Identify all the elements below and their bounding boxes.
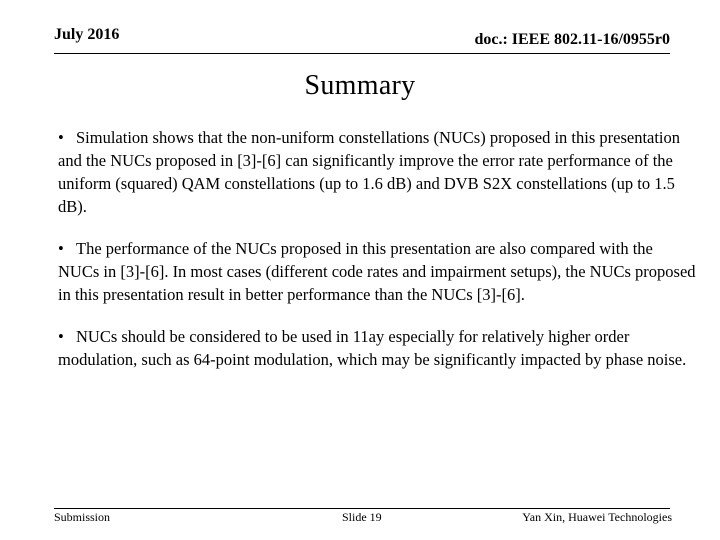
slide-title: Summary (304, 70, 416, 101)
header-date: July 2016 (54, 26, 120, 43)
footer-divider (54, 508, 670, 509)
bullet-item (58, 126, 698, 218)
bullet-text: The performance of the NUCs proposed in this presentation are also compared with the NUCs in [3]-[6]. In most cases (different code rates and impairment setups), the NUCs proposed in this presentation result in better performance than the NUCs [3]-[6]. (58, 239, 696, 304)
bullet-text: NUCs should be considered to be used in 11ay especially for relatively higher order modulation, such as 64-point modulation, which may be significantly impacted by phase noise. (58, 327, 687, 369)
header-divider (54, 53, 670, 54)
bullet-marker: • (58, 128, 64, 147)
footer-slide-number: Slide 19 (342, 510, 382, 524)
footer-author: Yan Xin, Huawei Technologies (522, 510, 672, 524)
bullet-item (58, 325, 698, 371)
header-doc-id: doc.: IEEE 802.11-16/0955r0 (474, 31, 670, 48)
bullet-marker: • (58, 239, 64, 258)
bullet-marker: • (58, 327, 64, 346)
bullet-text: Simulation shows that the non-uniform constellations (NUCs) proposed in this presentation and the NUCs proposed in [3]-[6] can significantly improve the error rate performance of the uniform (squared) QAM constellations (up to 1.6 dB) and DVB S2X constellations (up to 1.5 dB). (58, 128, 681, 216)
slide-body (58, 126, 698, 390)
bullet-item (58, 237, 698, 306)
footer-submission: Submission (54, 510, 111, 524)
